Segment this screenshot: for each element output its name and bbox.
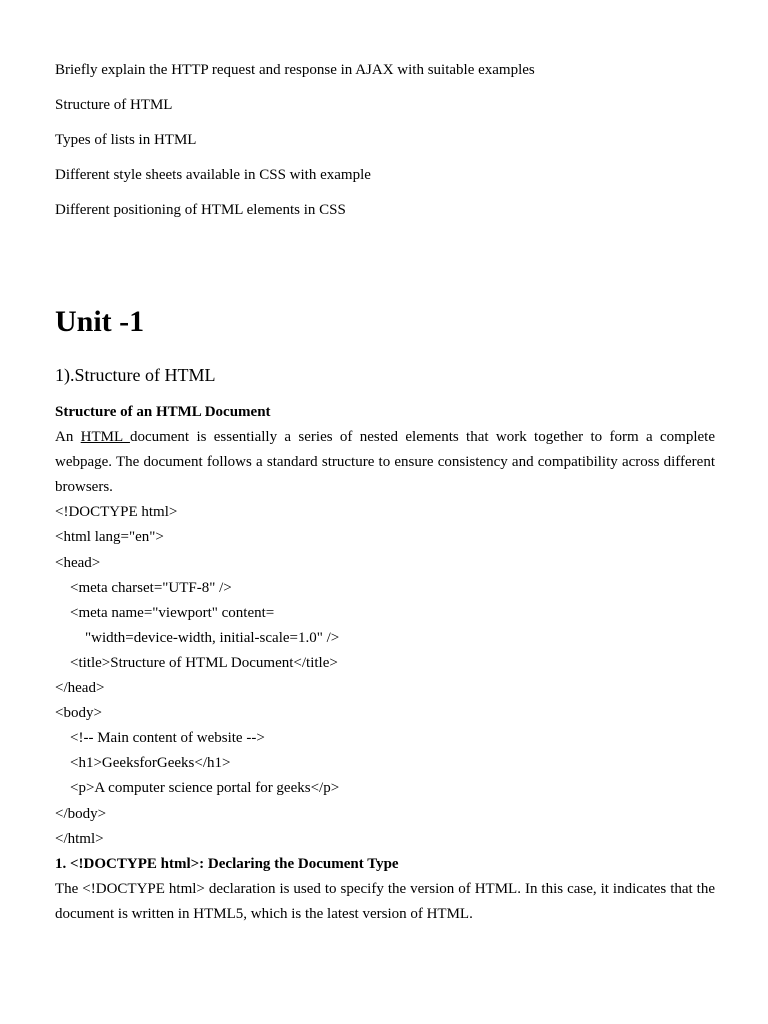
section-title: 1).Structure of HTML	[55, 365, 216, 385]
html-link[interactable]: HTML	[80, 429, 130, 446]
code-line: </body>	[55, 805, 107, 822]
code-line: <!DOCTYPE html>	[55, 504, 178, 521]
code-line: <h1>GeeksforGeeks</h1>	[55, 755, 231, 772]
point1-text: The <!DOCTYPE html> declaration is used to specify the version of HTML. In this case, it indicates that the document is written in HTML5, which is the latest version of HTML.	[55, 880, 715, 922]
code-line: <p>A computer science portal for geeks</p>	[55, 780, 340, 797]
code-line: <title>Structure of HTML Document</title>	[55, 654, 338, 671]
section-body	[55, 400, 715, 927]
subsection-title: Structure of an HTML Document	[55, 404, 271, 420]
intro-rest: document is essentially a series of nested elements that work together to form a complete webpage. The document follows a standard structure to ensure consistency and compatibility across different browsers.	[55, 429, 715, 496]
code-line: <html lang="en">	[55, 529, 164, 546]
question-structure: Structure of HTML	[55, 97, 173, 113]
question-stylesheets: Different style sheets available in CSS with example	[55, 167, 371, 183]
unit-title: Unit -1	[55, 305, 145, 338]
question-lists: Types of lists in HTML	[55, 132, 197, 148]
question-ajax: Briefly explain the HTTP request and response in AJAX with suitable examples	[55, 62, 535, 78]
code-line: <head>	[55, 554, 101, 571]
code-line: <meta name="viewport" content=	[55, 604, 275, 621]
code-line: <!-- Main content of website -->	[55, 730, 265, 747]
code-line: </html>	[55, 830, 104, 847]
code-line: <body>	[55, 705, 102, 722]
intro-paragraph	[55, 425, 715, 500]
code-line: </head>	[55, 680, 105, 697]
code-line: "width=device-width, initial-scale=1.0" />	[55, 629, 340, 646]
point1-title: 1. <!DOCTYPE html>: Declaring the Document Type	[55, 855, 399, 872]
question-positioning: Different positioning of HTML elements in CSS	[55, 202, 346, 218]
code-line: <meta charset="UTF-8" />	[55, 579, 232, 596]
intro-lead: An	[55, 429, 81, 446]
